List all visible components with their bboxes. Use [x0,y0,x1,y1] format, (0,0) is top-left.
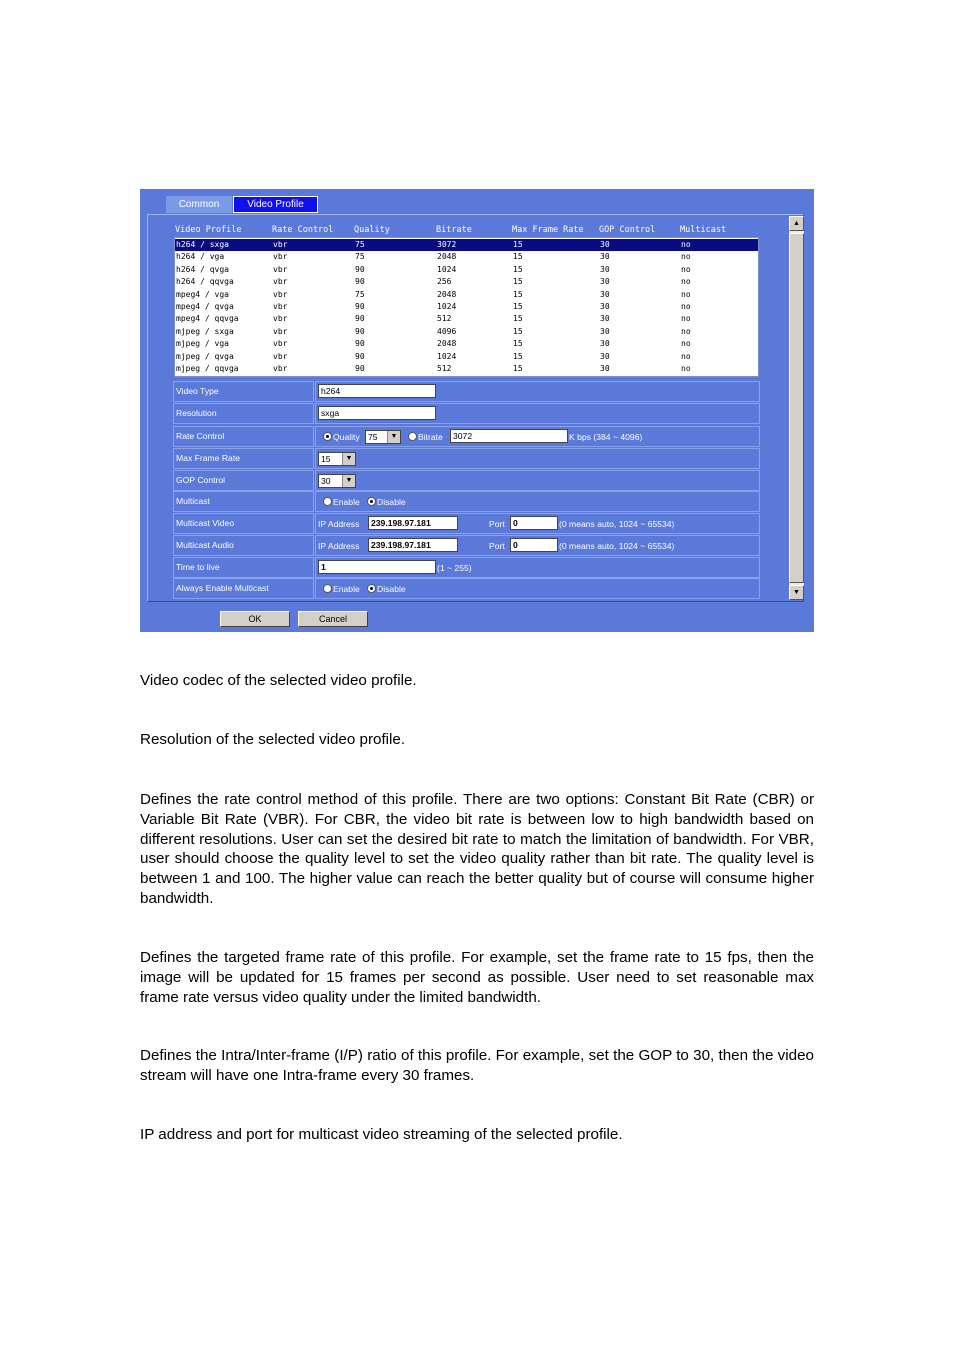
row-rate-control [173,426,760,447]
always-multicast-disable-radio[interactable] [367,584,376,593]
profile-cell: 30 [600,277,610,287]
profile-cell: vbr [273,264,288,274]
video-type-field[interactable]: h264 [318,384,436,398]
profile-cell: mjpeg / sxga [176,326,234,336]
profile-cell: 15 [513,314,523,324]
profile-cell: 15 [513,264,523,274]
profile-cell: mjpeg / vga [176,339,229,349]
multicast-video-port-label: Port [489,519,505,529]
ttl-label: Time to live [173,557,314,578]
profile-cell: 30 [600,314,610,324]
always-multicast-label: Always Enable Multicast [173,578,314,599]
profile-cell: no [681,326,691,336]
multicast-audio-ip-label: IP Address [318,541,360,551]
profile-cell: 90 [355,314,365,324]
profile-row[interactable] [175,363,758,375]
profile-cell: 30 [600,326,610,336]
scroll-thumb[interactable] [789,233,804,583]
profile-cell: mpeg4 / qqvga [176,314,239,324]
profile-cell: vbr [273,314,288,324]
profile-cell: vbr [273,289,288,299]
row-multicast-audio [173,535,760,556]
profile-row[interactable] [175,289,758,301]
profile-cell: 2048 [437,339,457,349]
profile-cell: 4096 [437,326,457,336]
profile-list[interactable] [174,237,759,377]
profile-cell: no [681,364,691,373]
col-video-profile: Video Profile [175,225,242,235]
profile-cell: 2048 [437,289,457,299]
profile-row[interactable] [175,251,758,263]
profile-cell: 512 [437,314,452,324]
row-ttl [173,557,760,578]
profile-cell: 90 [355,277,365,287]
ok-button[interactable]: OK [220,611,290,627]
chevron-down-icon: ▼ [342,453,355,465]
profile-cell: 90 [355,351,365,361]
multicast-enable-label: Enable [333,497,360,507]
multicast-video-label: Multicast Video [173,513,314,534]
profile-cell: 90 [355,264,365,274]
always-multicast-enable-radio[interactable] [323,584,332,593]
col-bitrate: Bitrate [436,225,472,235]
profile-cell: no [681,314,691,324]
profile-cell: no [681,289,691,299]
col-max-frame-rate: Max Frame Rate [512,225,584,235]
profile-cell: 15 [513,277,523,287]
quality-radio[interactable] [323,432,332,441]
profile-cell: vbr [273,326,288,336]
scroll-up-icon[interactable]: ▲ [789,216,804,231]
profile-cell: no [681,264,691,274]
col-rate-control: Rate Control [272,225,334,235]
resolution-description: Resolution of the selected video profile. [140,731,406,748]
resolution-field[interactable]: sxga [318,406,436,420]
profile-row[interactable] [175,239,758,251]
multicast-audio-port-hint: (0 means auto, 1024 ~ 65534) [559,541,675,551]
max-frame-rate-select[interactable]: 15 ▼ [318,452,356,466]
multicast-enable-radio[interactable] [323,497,332,506]
multicast-audio-ip-field[interactable]: 239.198.97.181 [368,538,458,552]
cancel-button[interactable]: Cancel [298,611,368,627]
col-gop-control: GOP Control [599,225,656,235]
gop-control-description: Defines the Intra/Inter-frame (I/P) ratio of this profile. For example, set the GOP to 30, then the video stream will have one Intra-frame every 30 frames. [140,1047,814,1084]
profile-cell: 15 [513,302,523,311]
profile-cell: 2048 [437,252,457,262]
profile-cell: no [681,339,691,349]
chevron-down-icon: ▼ [342,475,355,487]
profile-cell: 75 [355,289,365,299]
bitrate-radio[interactable] [408,432,417,441]
row-resolution [173,403,760,424]
profile-cell: 256 [437,277,452,287]
vertical-scrollbar[interactable] [789,216,804,600]
max-frame-rate-label: Max Frame Rate [173,448,314,469]
gop-control-select[interactable]: 30 ▼ [318,474,356,488]
profile-list-header [174,225,759,236]
bitrate-label: Bitrate [418,432,443,442]
rate-control-description: Defines the rate control method of this profile. There are two options: Constant Bit Rate (CBR) or Variable Bit Rate (VBR). For CBR, the video bit rate is between low to high bandwidth based on different resolutions. User can set the desired bit rate to match the limitation of bandwidth. For VBR, user should choose the quality level to set the video quality rather than bit rate. The quality level is between 1 and 100. The higher value can reach the better quality but of course will consume higher bandwidth. [140,791,814,907]
always-multicast-enable-label: Enable [333,584,360,594]
profile-cell: 15 [513,240,523,249]
profile-cell: 3072 [437,240,457,249]
profile-cell: h264 / vga [176,252,225,262]
profile-row[interactable] [175,301,758,313]
video-type-label: Video Type [173,381,314,402]
row-video-type [173,381,760,402]
profile-cell: no [681,252,691,262]
multicast-audio-label: Multicast Audio [173,535,314,556]
multicast-video-ip-label: IP Address [318,519,360,529]
chevron-down-icon: ▼ [387,431,400,443]
gop-control-label: GOP Control [173,470,314,491]
row-multicast [173,491,760,512]
row-multicast-video [173,513,760,534]
multicast-disable-radio[interactable] [367,497,376,506]
profile-cell: vbr [273,277,288,287]
bitrate-unit: K bps (384 ~ 4096) [569,432,643,442]
scroll-down-icon[interactable]: ▼ [789,585,804,600]
profile-cell: 512 [437,364,452,373]
profile-cell: 30 [600,264,610,274]
multicast-video-ip-field[interactable]: 239.198.97.181 [368,516,458,530]
profile-cell: no [681,351,691,361]
multicast-video-port-hint: (0 means auto, 1024 ~ 65534) [559,519,675,529]
multicast-video-port-field[interactable]: 0 [510,516,558,530]
profile-cell: 30 [600,240,610,249]
row-gop-control [173,470,760,491]
quality-label: Quality [333,432,360,442]
profile-cell: h264 / qvga [176,264,229,274]
profile-cell: 15 [513,351,523,361]
profile-cell: 30 [600,364,610,373]
video-profile-panel [140,189,814,632]
profile-cell: 75 [355,240,365,249]
profile-cell: vbr [273,339,288,349]
profile-row[interactable] [175,338,758,350]
profile-cell: vbr [273,364,288,373]
profile-row[interactable] [175,326,758,338]
profile-row[interactable] [175,264,758,276]
profile-cell: mjpeg / qqvga [176,364,239,373]
quality-select[interactable]: 75 ▼ [365,430,401,444]
profile-cell: no [681,277,691,287]
profile-cell: 15 [513,252,523,262]
profile-cell: 90 [355,302,365,311]
tab-common[interactable]: Common [166,196,232,213]
profile-cell: 15 [513,289,523,299]
row-always-multicast [173,578,760,599]
profile-cell: 15 [513,326,523,336]
profile-cell: 15 [513,364,523,373]
profile-cell: 30 [600,252,610,262]
profile-cell: mpeg4 / vga [176,289,229,299]
multicast-audio-port-field[interactable]: 0 [510,538,558,552]
profile-cell: 30 [600,302,610,311]
profile-cell: 1024 [437,302,457,311]
profile-cell: 30 [600,339,610,349]
profile-cell: h264 / sxga [176,240,229,249]
video-type-description: Video codec of the selected video profile. [140,672,417,689]
profile-cell: vbr [273,302,288,311]
profile-cell: 30 [600,351,610,361]
profile-cell: vbr [273,351,288,361]
ttl-hint: (1 ~ 255) [437,563,472,573]
profile-cell: 1024 [437,351,457,361]
bitrate-field[interactable]: 3072 [450,429,568,443]
tab-video-profile[interactable]: Video Profile [233,196,318,213]
profile-cell: mjpeg / qvga [176,351,234,361]
ttl-field[interactable]: 1 [318,560,436,574]
profile-cell: h264 / qqvga [176,277,234,287]
multicast-disable-label: Disable [377,497,406,507]
profile-cell: 75 [355,252,365,262]
col-multicast: Multicast [680,225,727,235]
profile-cell: 90 [355,339,365,349]
max-frame-rate-description: Defines the targeted frame rate of this profile. For example, set the frame rate to 15 fps, then the image will be updated for 15 frames per second as possible. User need to set reasonable max frame rate versus video quality under the limited bandwidth. [140,949,814,1006]
profile-cell: 1024 [437,264,457,274]
profile-row[interactable] [175,276,758,288]
profile-cell: mpeg4 / qvga [176,302,234,311]
resolution-label: Resolution [173,403,314,424]
multicast-video-description: IP address and port for multicast video streaming of the selected profile. [140,1126,623,1143]
profile-cell: no [681,240,691,249]
multicast-label: Multicast [173,491,314,512]
profile-cell: no [681,302,691,311]
multicast-audio-port-label: Port [489,541,505,551]
profile-cell: vbr [273,240,288,249]
profile-row[interactable] [175,313,758,325]
profile-row[interactable] [175,351,758,363]
row-max-frame-rate [173,448,760,469]
col-quality: Quality [354,225,390,235]
always-multicast-disable-label: Disable [377,584,406,594]
profile-cell: vbr [273,252,288,262]
profile-cell: 90 [355,326,365,336]
rate-control-label: Rate Control [173,426,314,447]
profile-cell: 90 [355,364,365,373]
profile-cell: 30 [600,289,610,299]
profile-cell: 15 [513,339,523,349]
